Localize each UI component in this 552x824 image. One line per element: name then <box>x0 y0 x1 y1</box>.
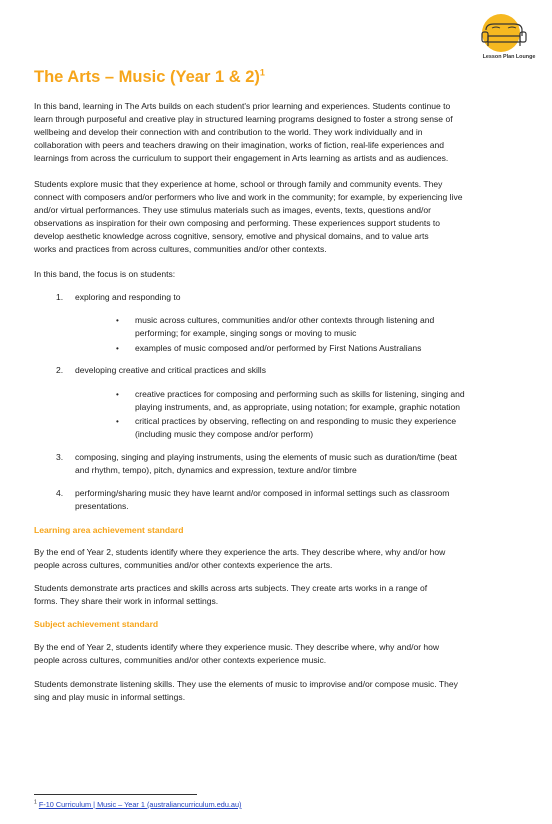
text-line: forms. They share their work in informal settings. <box>34 596 219 606</box>
list-number: 4. <box>56 488 64 498</box>
subject-paragraph-2 <box>34 678 544 704</box>
text-line: playing instruments, and, as appropriate, using notation; for example, graphic notation <box>135 402 460 412</box>
armchair-icon <box>480 20 528 50</box>
text-line: examples of music composed and/or performed by First Nations Australians <box>135 343 422 353</box>
text-line: Students demonstrate arts practices and skills across arts subjects. They create arts works in a range of <box>34 583 428 593</box>
text-line: (including music they compose and/or perform) <box>135 429 314 439</box>
text-line: sing and play music in informal settings. <box>34 692 186 702</box>
lesson-plan-lounge-logo <box>474 14 544 66</box>
learning-area-paragraph-2 <box>34 582 544 608</box>
text-line: connect with composers and/or performers who live and work in the community; for example, by experiencing live <box>34 192 463 202</box>
text-line: works and practices from across cultures, communities and/or other contexts. <box>34 244 327 254</box>
title-footnote-marker: 1 <box>259 67 265 78</box>
text-line: critical practices by observing, reflecting on and responding to music they experience <box>135 416 457 426</box>
text-line: Students demonstrate listening skills. They use the elements of music to improvise and/or compose music. They <box>34 679 458 689</box>
bullet-marker: • <box>116 417 119 426</box>
text-line: learnings from across the curriculum to support their engagement in Arts learning as artists and as audiences. <box>34 153 449 163</box>
intro-paragraph <box>34 100 544 165</box>
footnote-marker: 1 <box>34 799 37 806</box>
list-item <box>75 291 545 304</box>
page-title <box>34 68 265 87</box>
bullet-marker: • <box>116 390 119 399</box>
text-line: composing, singing and playing instruments, using the elements of music such as duration/time (beat <box>75 452 457 462</box>
explore-paragraph <box>34 178 544 256</box>
text-line: and/or virtual performances. They use stimulus materials such as images, events, texts, questions and/or <box>34 205 431 215</box>
footnote-link[interactable]: F-10 Curriculum | Music – Year 1 (australiancurriculum.edu.au) <box>38 800 242 809</box>
learning-area-paragraph-1 <box>34 546 544 572</box>
text-line: developing creative and critical practices and skills <box>75 365 266 375</box>
text-line: wellbeing and develop their connection with and contribution to the world. They work individually and in <box>34 127 423 137</box>
learning-area-heading: Learning area achievement standard <box>34 525 184 535</box>
bullet-marker: • <box>116 316 119 325</box>
text-line: performing; for example, singing songs or moving to music <box>135 328 357 338</box>
logo-text: Lesson Plan Lounge <box>482 54 536 60</box>
title-text: The Arts – Music (Year 1 & 2) <box>34 68 260 86</box>
text-line: exploring and responding to <box>75 292 181 302</box>
list-number: 3. <box>56 452 64 462</box>
text-line: observations as inspiration for their own composing and performing. These experiences support students to <box>34 218 441 228</box>
list-number: 2. <box>56 365 64 375</box>
text-line: creative practices for composing and performing such as skills for listening, singing and <box>135 389 465 399</box>
subject-heading: Subject achievement standard <box>34 619 159 629</box>
text-line: By the end of Year 2, students identify where they experience music. They describe where, why and/or how <box>34 642 440 652</box>
text-line: music across cultures, communities and/or other contexts through listening and <box>135 315 435 325</box>
text-line: people across cultures, communities and/or other contexts experience the arts. <box>34 560 333 570</box>
subject-paragraph-1 <box>34 641 544 667</box>
footnote <box>34 800 241 809</box>
footnote-divider <box>34 794 197 795</box>
bullet-item <box>135 415 545 441</box>
text-line: performing/sharing music they have learnt and/or composed in informal settings such as classroom <box>75 488 450 498</box>
text-line: presentations. <box>75 501 129 511</box>
text-line: By the end of Year 2, students identify where they experience the arts. They describe where, why and/or how <box>34 547 446 557</box>
text-line: In this band, learning in The Arts builds on each student's prior learning and experiences. Students continue to <box>34 101 451 111</box>
focus-intro <box>34 268 544 281</box>
text-line: people across cultures, communities and/or other contexts experience music. <box>34 655 327 665</box>
text-line: learn through purposeful and creative play in structured learning programs designed to foster a strong sense of <box>34 114 453 124</box>
list-item <box>75 364 545 377</box>
list-item <box>75 487 545 513</box>
bullet-marker: • <box>116 344 119 353</box>
text-line: and rhythm, tempo), pitch, dynamics and expression, texture and/or timbre <box>75 465 357 475</box>
bullet-item <box>135 388 545 414</box>
text-line: Students explore music that they experience at home, school or through family and community events. They <box>34 179 443 189</box>
list-item <box>75 451 545 477</box>
list-number: 1. <box>56 292 64 302</box>
bullet-item <box>135 314 545 340</box>
text-line: In this band, the focus is on students: <box>34 269 176 279</box>
text-line: develop aesthetic knowledge across cognitive, sensory, emotive and physical domains, and to value arts <box>34 231 429 241</box>
bullet-item <box>135 342 545 355</box>
text-line: collaboration with peers and teachers drawing on their imagination, works of fiction, real-life experiences and <box>34 140 444 150</box>
